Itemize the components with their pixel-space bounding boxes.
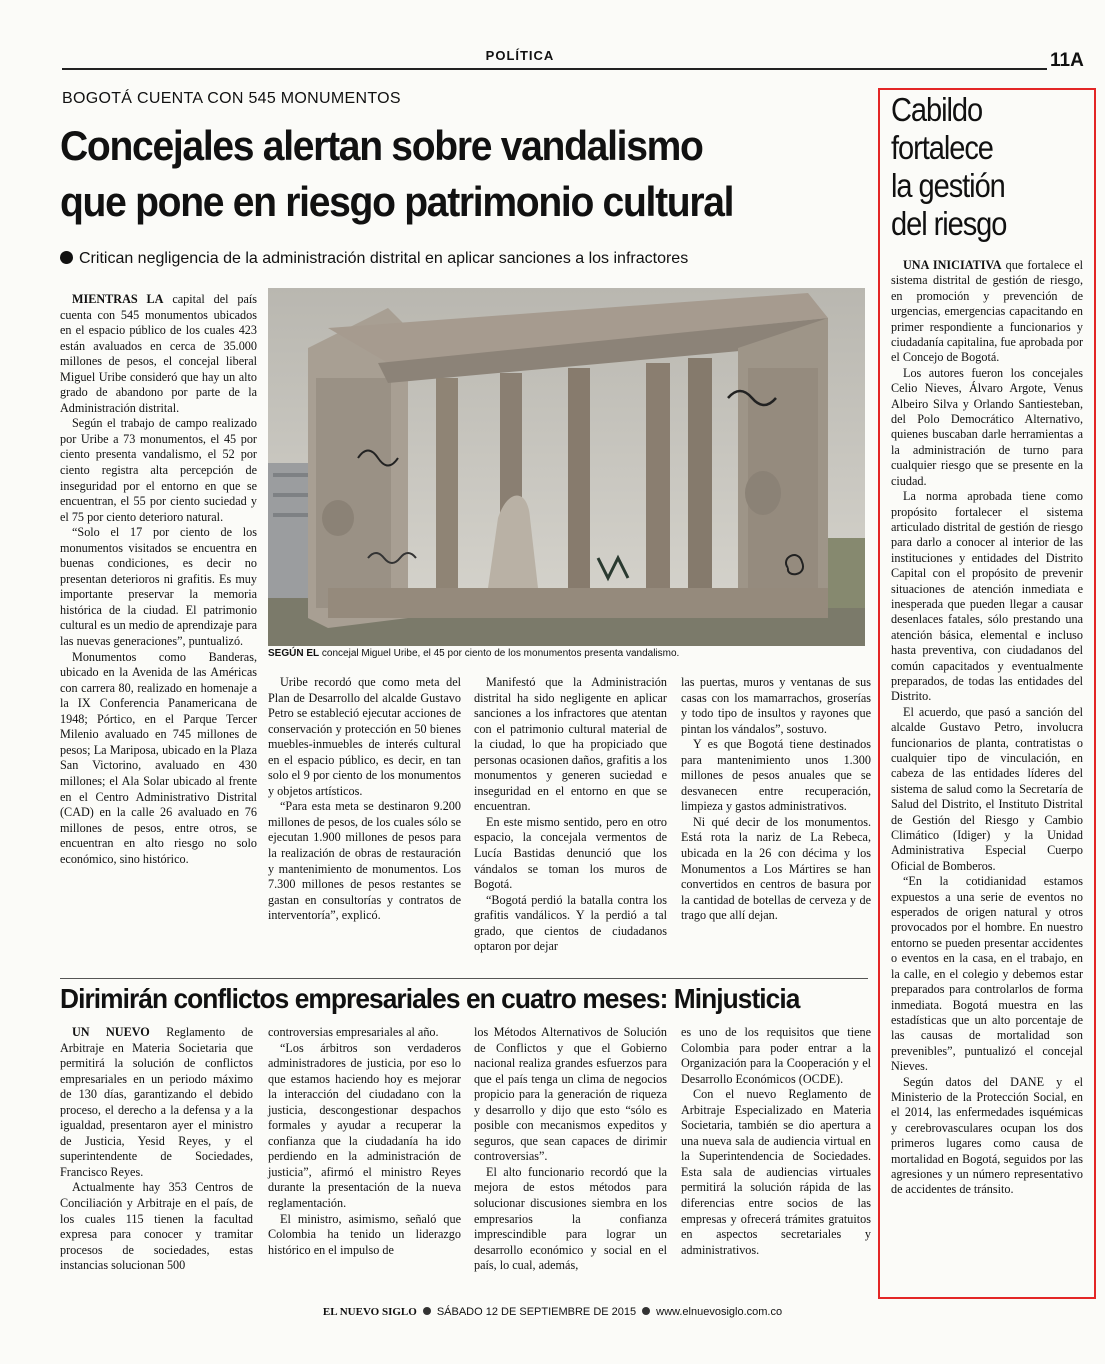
lead-in: MIENTRAS LA [72,292,164,306]
page-number: 11A [1050,50,1084,71]
sidebar-title [891,91,1058,243]
paragraph: “Solo el 17 por ciento de los monumentos visitados se encuentra en buenas condiciones, es decir no presentan deterioros ni grafitis. Es muy importante preservar la memoria histórica de la ciudad. El patrimonio cultural es un medio de aprendizaje para las nuevas generaciones”, puntualizó. [60,525,257,649]
section-label: POLÍTICA [485,48,555,63]
paragraph: “Bogotá perdió la batalla contra los grafitis vandálicos. Y la perdió a tal grado, que cientos de ciudadanos optaron por dejar [474,892,667,954]
paragraph: “En la cotidianidad estamos expuestos a una serie de eventos no esperados de origen natural y otros provocados por el hombre. En nuestro entorno se pueden presentar accidentes o eventos en la casa, en el trabajo, en la calle, en el colegio y debemos estar preparados para controlarlos de forma inmediata. Bogotá muestra en las estadísticas que un alto porcentaje de las causas de mortalidad son prevenibles”, puntualizó el concejal Nieves. [891,874,1083,1074]
paragraph: controversias empresariales al año. [268,1025,439,1039]
header-rule [62,68,1047,70]
sidebar-title-line: Cabildo [891,91,983,128]
paragraph: En este mismo sentido, pero en otro espacio, la concejala vermentos de Lucía Bastidas denunció que los vándalos se toman los muros de Bogotá. [474,814,667,892]
caption-lead: SEGÚN EL [268,648,320,659]
paragraph: “Los árbitros son verdaderos administradores de justicia, por eso lo que estamos haciendo hoy es mejorar la interacción del ciudadano con la justicia, descongestionar despachos formales y ayudar a recuperar la confianza que la ciudadanía ha ido perdiendo en la administración de justicia”, afirmó el ministro Reyes durante la presentación de la nueva reglamentación. [268,1040,461,1211]
monument-illustration [268,288,865,646]
headline-line-1: Concejales alertan sobre vandalismo [60,122,703,169]
sidebar-title-line: fortalece [891,129,993,166]
article1-col-4 [681,675,871,924]
newspaper-brand: EL NUEVO SIGLO [322,1306,417,1318]
paragraph: las puertas, muros y ventanas de sus casas con los mamarrachos, groserías y todo tipo de insultos y rayones que pintan los vándalos”, sostuvo. [681,675,871,736]
paragraph: Manifestó que la Administración distrital ha sido negligente en aplicar sanciones a los infractores que atentan con el patrimonio cultural material de la ciudad, lo que ha propiciado que personas ocasionen daños, grafitis a los monumentos y generen suciedad e inseguridad en el entorno en que se encuentran. [474,675,667,814]
article2-col-1 [60,1025,253,1274]
paragraph: Ni qué decir de los monumentos. Está rota la nariz de La Rebeca, ubicada en la 26 con décima y los Monumentos a Los Mártires se han convertidos en centros de basura por la cantidad de botellas de cerveza y de trago que allí dejan. [681,814,871,923]
paragraph: Y es que Bogotá tiene destinados para mantenimiento unos 1.300 millones de pesos anuales que se desvanecen entre recuperación, limpieza y gastos administrativos. [681,737,871,814]
website-url: www.elnuevosiglo.com.co [656,1306,783,1318]
paragraph: Monumentos como Banderas, ubicado en la Avenida de las Américas con carrera 80, realizado en homenaje a la IX Conferencia Panamericana de 1948; Pórtico, en el Parque Tercer Milenio avaluado en 745 millones de pesos; La Mariposa, ubicado en la Plaza San Victorino, avaluado en 430 millones; el Ala Solar ubicado al frente en el Centro Administrativo Distrital (CAD) en la calle 26 avaluado en 76 millones de pesos, entre otros, se encuentran en alto riesgo no solo económico, sino histórico. [60,649,257,866]
article2-col-2 [268,1025,461,1258]
paragraph: El ministro, asimismo, señaló que Colombia ha tenido un liderazgo histórico en el impulso de [268,1211,461,1257]
photo-caption [268,648,868,659]
paragraph: que fortalece el sistema distrital de gestión de riesgo, en promoción y prevención de urgencias, emergencias capacitando en primer respondiente a funcionarios y ciudadanía capitalina, fue aprobada por el Concejo de Bogotá. [891,258,1083,365]
sidebar-body [891,258,1083,1198]
page-footer [0,1306,1105,1318]
article-kicker: BOGOTÁ CUENTA CON 545 MONUMENTOS [62,90,401,107]
bullet-icon [60,251,73,264]
paragraph: Según datos del DANE y el Ministerio de la Protección Social, en el 2014, las enfermedades isquémicas y cerebrovasculares ocupan los dos primeros lugares como causa de mortalidad en Bogotá, seguidos por las agresiones y un número representativo de accidentes de tránsito. [891,1074,1083,1197]
paragraph: El acuerdo, que pasó a sanción del alcalde Gustavo Petro, involucra funcionarios de planta, contratistas o cualquier tipo de vinculación, en cabeza de las entidades líderes del sistema de salud como la Secretaría de Salud del Distrito, el Instituto Distrital de Gestión del Riesgo y Cambio Climático (Idiger) y la Unidad Administrativa Especial Cuerpo Oficial de Bomberos. [891,704,1083,873]
paragraph: Según el trabajo de campo realizado por Uribe a 73 monumentos, el 45 por ciento presenta vandalismo, el 52 por ciento registra alta percepción de inseguridad por el entorno en que se encuentran, el 55 por ciento suciedad y el 75 por ciento deterioro natural. [60,416,257,524]
separator-dot-icon [642,1307,650,1315]
paragraph: La norma aprobada tiene como propósito fortalecer el sistema articulado distrital de gestión de riesgo para darlo a conocer al interior de las instituciones y entidades del Distrito Capital con el propósito de prevenir situaciones de atención inmediata e inesperada que pueden llegar a causar desenlaces fatales, sólo prestando una atención básica, elemental e incluso hasta preventiva, con ciudadanos del común capacitados y eventualmente preparados, de todas las entidades del Distrito. [891,489,1083,704]
paragraph: Los autores fueron los concejales Celio Nieves, Álvaro Argote, Venus Albeiro Silva y Orlando Santiesteban, del Polo Democrático Alternativo, quienes buscaban darle herramientas a la administración de turno para cualquier riesgo que se presente en la ciudad. [891,365,1083,488]
deck-text: Critican negligencia de la administración distrital en aplicar sanciones a los infractores [79,250,689,267]
article-headline [60,118,813,230]
lead-in: UNA INICIATIVA [903,258,1002,272]
issue-date: SÁBADO 12 DE SEPTIEMBRE DE 2015 [436,1306,637,1318]
article2-col-4 [681,1025,871,1258]
article-divider [60,978,868,979]
article-deck [60,250,860,268]
lead-in: UN NUEVO [72,1025,150,1039]
paragraph: Uribe recordó que como meta del Plan de Desarrollo del alcalde Gustavo Petro se estableció ejecutar acciones de conservación y protección en 50 bienes muebles-inmuebles de interés cultural en el espacio público, es decir, en tan solo el 9 por ciento de los monumentos y objetos artísticos. [268,675,461,798]
article2-headline: Dirimirán conflictos empresariales en cuatro meses: Minjusticia [60,983,800,1014]
article1-col-2 [268,675,461,924]
separator-dot-icon [423,1307,431,1315]
sidebar-title-line: del riesgo [891,205,1007,242]
paragraph: capital del país cuenta con 545 monumentos ubicados en el espacio público de los cuales 423 están avaluados en cerca de 35.000 millones de pesos, el concejal liberal Miguel Uribe consideró que hay un alto grado de abandono por parte de la Administración distrital. [60,292,257,415]
monument-photo [268,288,865,646]
paragraph: Reglamento de Arbitraje en Materia Societaria que permitirá la solución de conflictos empresariales en un periodo máximo de 130 días, garantizando el debido proceso, el derecho a la defensa y a la igualdad, presentaron ayer el ministro de Justicia, Yesid Reyes, y el superintendente de Sociedades, Francisco Reyes. [60,1025,253,1179]
article1-col-1 [60,292,257,867]
headline-line-2: que pone en riesgo patrimonio cultural [60,178,734,225]
paragraph: Actualmente hay 353 Centros de Conciliación y Arbitraje en el país, de los cuales 115 tienen la facultad expresa para conocer y tramitar procesos de sociedades, estas instancias solucionan 500 [60,1180,253,1273]
article1-col-3 [474,675,667,955]
article2-col-3 [474,1025,667,1274]
sidebar-title-line: la gestión [891,167,1005,204]
paragraph: Con el nuevo Reglamento de Arbitraje Especializado en Materia Societaria, también se dio apertura a una nueva sala de audiencia virtual en la Superintendencia de Sociedades. Esta sala de audiencias virtuales permitirá la solución rápida de las diferencias entre socios de las empresas y ofrecerá trámites gratuitos en aspectos secretariales y administrativos. [681,1087,871,1257]
paragraph: “Para esta meta se destinaron 9.200 millones de pesos, de los cuales sólo se ejecutan 1.900 millones de pesos para la realización de obras de restauración y mantenimiento de monumentos. Los 7.300 millones de pesos restantes se gastan en consultorías y contratos de interventoría”, explicó. [268,799,461,923]
caption-text: concejal Miguel Uribe, el 45 por ciento de los monumentos presenta vandalismo. [321,648,680,659]
paragraph: los Métodos Alternativos de Solución de Conflictos y que el Gobierno nacional realiza grandes esfuerzos para que el país tenga un clima de negocios propicio para la generación de riqueza y desarrollo y dijo que esto “sólo es posible con mecanismos expeditos y seguros, que sean capaces de dirimir controversias”. [474,1025,667,1164]
paragraph: es uno de los requisitos que tiene Colombia para poder entrar a la Organización para la Cooperación y el Desarrollo Económicos (OCDE). [681,1025,871,1086]
paragraph: El alto funcionario recordó que la mejora de estos métodos para solucionar discusiones siembra en los empresarios la confianza imprescindible para lograr un desarrollo económico y social en el país, lo cual, además, [474,1164,667,1273]
